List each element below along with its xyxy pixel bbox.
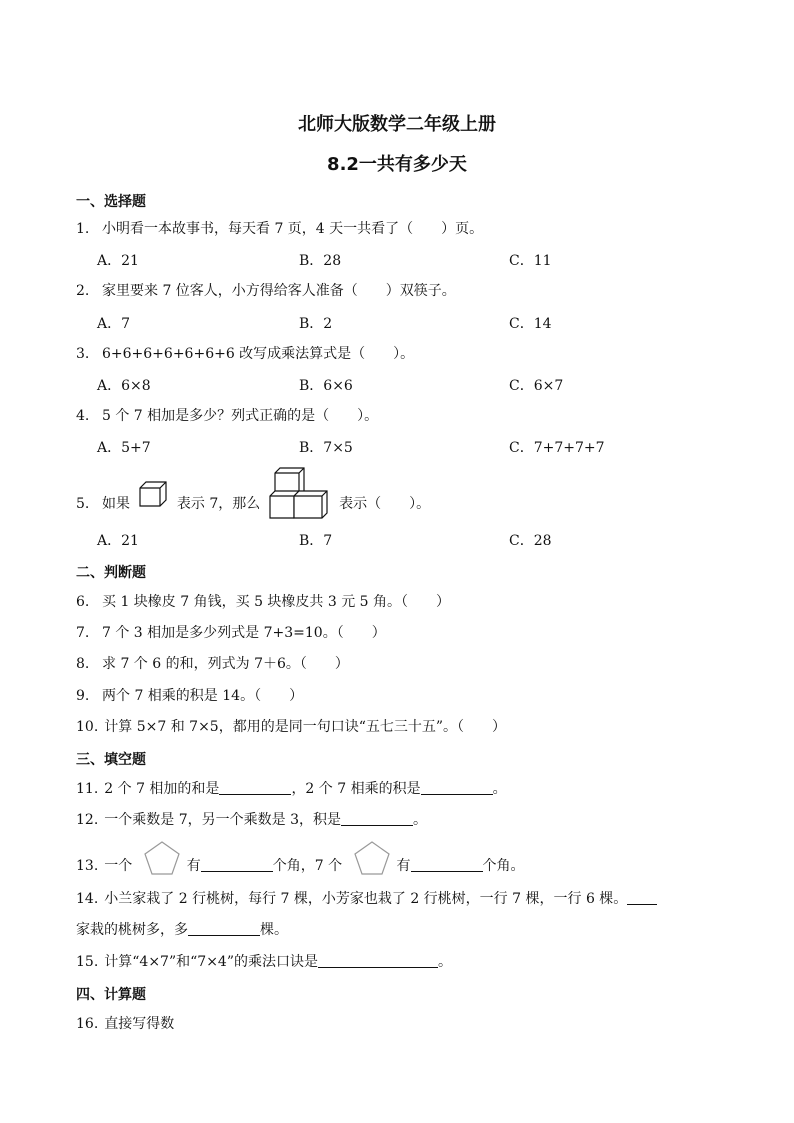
question-number: 8. xyxy=(76,656,90,672)
question-1-options xyxy=(97,250,617,270)
question-text: 个角。 xyxy=(482,858,525,874)
section-judge-heading: 二、判断题 xyxy=(76,565,146,581)
section-fill-heading: 三、填空题 xyxy=(76,752,146,768)
option-a[interactable]: A．21 xyxy=(97,533,139,549)
question-text: 求 7 个 6 的和，列式为 7＋6。（ ） xyxy=(102,656,349,672)
option-a[interactable]: A．6×8 xyxy=(97,378,151,394)
question-7 xyxy=(76,623,386,643)
question-text: 一个 xyxy=(104,858,133,874)
question-2-options xyxy=(97,313,617,333)
option-b[interactable]: B．28 xyxy=(299,253,342,269)
page-subtitle: 8.2一共有多少天 xyxy=(327,154,467,175)
question-number: 1. xyxy=(76,221,90,237)
answer-blank[interactable] xyxy=(201,857,273,872)
question-text: 6+6+6+6+6+6+6 改写成乘法算式是（ ）。 xyxy=(102,346,415,362)
option-a[interactable]: A．7 xyxy=(97,316,131,332)
question-text: 棵。 xyxy=(260,922,288,938)
question-text: 计算 5×7 和 7×5，都用的是同一句口诀“五七三十五”。（ ） xyxy=(104,719,507,735)
question-4 xyxy=(76,406,378,426)
question-6 xyxy=(76,592,450,612)
answer-blank[interactable] xyxy=(219,780,291,795)
question-text: 有 xyxy=(396,858,411,874)
single-cube-icon xyxy=(138,478,168,530)
question-number: 14. xyxy=(76,891,99,907)
answer-blank[interactable] xyxy=(341,811,413,826)
question-number: 10. xyxy=(76,719,99,735)
question-text: ，2 个 7 相乘的积是 xyxy=(291,781,421,797)
question-text: 5 个 7 相加是多少？列式正确的是（ ）。 xyxy=(102,408,379,424)
question-text: 。 xyxy=(492,781,507,797)
question-text: 家里要来 7 位客人，小方得给客人准备（ ）双筷子。 xyxy=(102,283,456,299)
question-text: 7 个 3 相加是多少列式是 7+3=10。（ ） xyxy=(102,625,386,641)
option-b[interactable]: B．7 xyxy=(299,533,333,549)
option-c[interactable]: C．14 xyxy=(509,316,552,332)
question-text: 家栽的桃树多，多 xyxy=(76,922,188,938)
pentagon-icon xyxy=(143,840,181,892)
question-text-post: 表示（ ）。 xyxy=(339,496,431,512)
question-text: 直接写得数 xyxy=(104,1016,175,1032)
page-title: 北师大版数学二年级上册 xyxy=(298,114,496,135)
question-number: 3. xyxy=(76,346,90,362)
option-a[interactable]: A．5+7 xyxy=(97,440,151,456)
question-number: 2. xyxy=(76,283,90,299)
question-3-options xyxy=(97,375,617,395)
question-text: 。 xyxy=(412,812,427,828)
question-4-options xyxy=(97,437,617,457)
question-1 xyxy=(76,219,483,239)
question-number: 7. xyxy=(76,625,90,641)
question-8 xyxy=(76,654,349,674)
section-calc-heading: 四、计算题 xyxy=(76,987,146,1003)
option-a[interactable]: A．21 xyxy=(97,253,139,269)
option-c[interactable]: C．7+7+7+7 xyxy=(509,440,605,456)
question-text: 买 1 块橡皮 7 角钱，买 5 块橡皮共 3 元 5 角。（ ） xyxy=(102,594,451,610)
question-number: 13. xyxy=(76,858,99,874)
question-text-mid: 表示 7，那么 xyxy=(176,496,261,512)
question-text: 小兰家栽了 2 行桃树，每行 7 棵，小芳家也栽了 2 行桃树，一行 7 棵，一行 6 棵。 xyxy=(104,891,628,907)
question-14-continued xyxy=(76,920,288,940)
pentagon-icon xyxy=(353,840,391,892)
question-number: 6. xyxy=(76,594,90,610)
question-text: 个角，7 个 xyxy=(272,858,343,874)
question-15 xyxy=(76,952,452,972)
answer-blank[interactable] xyxy=(188,921,260,936)
question-5-options xyxy=(97,530,617,550)
question-text: 计算“4×7”和“7×4”的乘法口诀是 xyxy=(104,954,318,970)
question-number: 12. xyxy=(76,812,99,828)
question-2 xyxy=(76,281,456,301)
question-number: 4. xyxy=(76,408,90,424)
question-number: 5. xyxy=(76,496,90,512)
question-9 xyxy=(76,686,303,706)
question-number: 11. xyxy=(76,781,99,797)
question-16 xyxy=(76,1014,174,1034)
option-c[interactable]: C．28 xyxy=(509,533,552,549)
question-number: 9. xyxy=(76,688,90,704)
question-number: 15. xyxy=(76,954,99,970)
option-b[interactable]: B．7×5 xyxy=(299,440,353,456)
question-text: 有 xyxy=(186,858,201,874)
question-14 xyxy=(76,889,657,909)
option-b[interactable]: B．6×6 xyxy=(299,378,353,394)
question-text: 两个 7 相乘的积是 14。（ ） xyxy=(102,688,304,704)
answer-blank[interactable] xyxy=(411,857,483,872)
answer-blank[interactable] xyxy=(421,780,493,795)
question-11 xyxy=(76,779,507,799)
option-c[interactable]: C．11 xyxy=(509,253,552,269)
option-c[interactable]: C．6×7 xyxy=(509,378,564,394)
question-number: 16. xyxy=(76,1016,99,1032)
question-13 xyxy=(76,840,525,880)
question-3 xyxy=(76,344,414,364)
question-text: 一个乘数是 7，另一个乘数是 3，积是 xyxy=(104,812,341,828)
question-10 xyxy=(76,717,506,737)
answer-blank[interactable] xyxy=(627,890,657,905)
question-text: 2 个 7 相加的和是 xyxy=(104,781,220,797)
question-5 xyxy=(76,467,430,519)
question-text: 小明看一本故事书，每天看 7 页，4 天一共看了（ ）页。 xyxy=(102,221,484,237)
question-text-pre: 如果 xyxy=(102,496,130,512)
option-b[interactable]: B．2 xyxy=(299,316,333,332)
section-choice-heading: 一、选择题 xyxy=(76,194,146,210)
question-text: 。 xyxy=(437,954,452,970)
question-12 xyxy=(76,810,427,830)
answer-blank[interactable] xyxy=(318,953,438,968)
